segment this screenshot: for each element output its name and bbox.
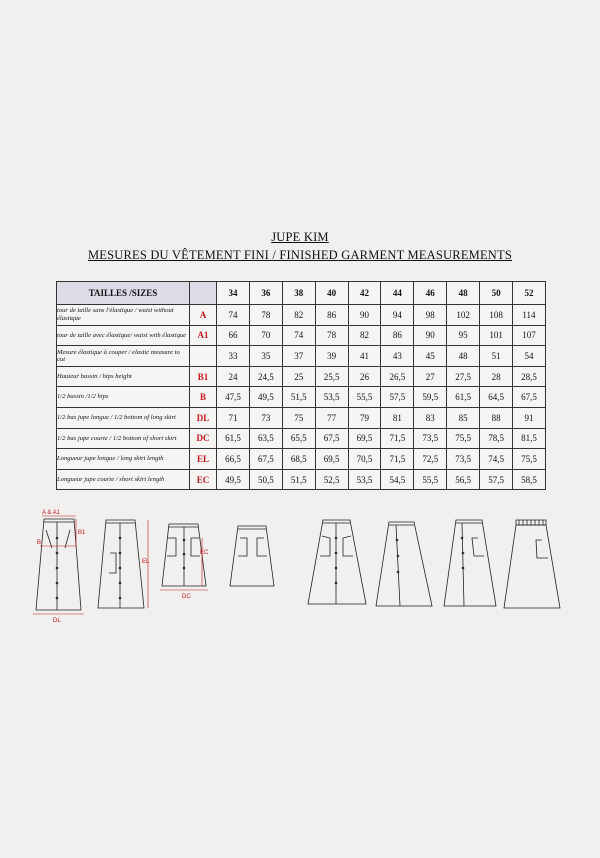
size-header-52: 52 xyxy=(513,282,546,305)
measurement-label: Mesure élastique à couper / elastic measure to cut xyxy=(57,346,190,367)
measurement-value: 27 xyxy=(414,366,447,387)
measurement-value: 78 xyxy=(315,325,348,346)
long-skirt-front-diagram xyxy=(308,520,366,604)
measurement-code: DL xyxy=(190,407,217,428)
size-header-42: 42 xyxy=(348,282,381,305)
table-row xyxy=(57,407,546,428)
measurement-value: 53,5 xyxy=(348,469,381,490)
measurement-value: 91 xyxy=(513,407,546,428)
measurement-value: 66 xyxy=(217,325,250,346)
measurement-value: 73,5 xyxy=(414,428,447,449)
measurement-value: 49,5 xyxy=(249,387,282,408)
label-a-a1: A & A1 xyxy=(42,510,61,516)
measurement-value: 35 xyxy=(249,346,282,367)
measurement-value: 86 xyxy=(315,305,348,326)
long-skirt-measured-diagram xyxy=(33,516,84,614)
measurement-value: 108 xyxy=(480,305,513,326)
measurement-value: 73 xyxy=(249,407,282,428)
measurement-value: 69,5 xyxy=(348,428,381,449)
table-row xyxy=(57,387,546,408)
size-header-38: 38 xyxy=(282,282,315,305)
measurement-value: 107 xyxy=(513,325,546,346)
short-skirt-measured-diagram xyxy=(160,524,208,590)
measurement-value: 37 xyxy=(282,346,315,367)
measurement-code: EL xyxy=(190,449,217,470)
measurement-value: 75,5 xyxy=(447,428,480,449)
measurement-value: 67,5 xyxy=(249,449,282,470)
measurement-label: tour de taille sans l'élastique / waist without élastique xyxy=(57,305,190,326)
long-skirt-back-diagram xyxy=(98,520,148,608)
measurement-code: EC xyxy=(190,469,217,490)
size-header-50: 50 xyxy=(480,282,513,305)
measurement-value: 48 xyxy=(447,346,480,367)
measurement-value: 90 xyxy=(348,305,381,326)
measurement-value: 39 xyxy=(315,346,348,367)
measurement-value: 59,5 xyxy=(414,387,447,408)
measurement-value: 55,5 xyxy=(414,469,447,490)
label-dc: DC xyxy=(182,594,191,600)
measurement-value: 54,5 xyxy=(381,469,414,490)
measurement-value: 52,5 xyxy=(315,469,348,490)
long-skirt-pocket-diagram xyxy=(444,520,496,606)
measurement-value: 101 xyxy=(480,325,513,346)
size-header-40: 40 xyxy=(315,282,348,305)
measurement-value: 70,5 xyxy=(348,449,381,470)
measurement-value: 33 xyxy=(217,346,250,367)
size-header-44: 44 xyxy=(381,282,414,305)
measurement-label: Longueur jupe courte / short skirt length xyxy=(57,469,190,490)
measurement-code: A xyxy=(190,305,217,326)
measurement-value: 83 xyxy=(414,407,447,428)
table-row xyxy=(57,449,546,470)
measurement-value: 86 xyxy=(381,325,414,346)
measurement-value: 98 xyxy=(414,305,447,326)
measurement-value: 70 xyxy=(249,325,282,346)
table-row xyxy=(57,469,546,490)
measurement-value: 71,5 xyxy=(381,449,414,470)
measurement-value: 51 xyxy=(480,346,513,367)
measurement-value: 51,5 xyxy=(282,387,315,408)
size-header-48: 48 xyxy=(447,282,480,305)
measurement-value: 47,5 xyxy=(217,387,250,408)
measurement-value: 61,5 xyxy=(217,428,250,449)
measurement-value: 55,5 xyxy=(348,387,381,408)
measurement-value: 61,5 xyxy=(447,387,480,408)
measurement-code: B1 xyxy=(190,366,217,387)
measurement-value: 67,5 xyxy=(315,428,348,449)
table-row xyxy=(57,325,546,346)
table-row xyxy=(57,428,546,449)
measurement-value: 114 xyxy=(513,305,546,326)
measurement-label: 1/2 bas jupe courte / 1/2 bottom of short skirt xyxy=(57,428,190,449)
document-subtitle: MESURES DU VÊTEMENT FINI / FINISHED GARMENT MEASUREMENTS xyxy=(87,248,513,262)
measurement-value: 28,5 xyxy=(513,366,546,387)
measurement-value: 65,5 xyxy=(282,428,315,449)
measurement-value: 81 xyxy=(381,407,414,428)
measurement-code: A1 xyxy=(190,325,217,346)
measurement-value: 85 xyxy=(447,407,480,428)
measurement-value: 41 xyxy=(348,346,381,367)
measurement-value: 45 xyxy=(414,346,447,367)
sizes-header: TAILLES /SIZES xyxy=(57,282,190,305)
measurement-value: 94 xyxy=(381,305,414,326)
size-header-46: 46 xyxy=(414,282,447,305)
measurement-value: 54 xyxy=(513,346,546,367)
short-skirt-diagram xyxy=(230,526,274,586)
measurement-code: DC xyxy=(190,428,217,449)
measurement-label: 1/2 bas jupe longue / 1/2 bottom of long skirt xyxy=(57,407,190,428)
measurement-value: 95 xyxy=(447,325,480,346)
measurement-value: 24,5 xyxy=(249,366,282,387)
measurements-table xyxy=(56,281,546,490)
measurement-value: 71,5 xyxy=(381,428,414,449)
measurement-value: 88 xyxy=(480,407,513,428)
measurement-value: 75 xyxy=(282,407,315,428)
table-row xyxy=(57,366,546,387)
measurement-value: 74,5 xyxy=(480,449,513,470)
label-b1: B1 xyxy=(78,530,86,536)
table-header-row xyxy=(57,282,546,305)
measurement-value: 28 xyxy=(480,366,513,387)
measurement-value: 66,5 xyxy=(217,449,250,470)
measurement-value: 78,5 xyxy=(480,428,513,449)
measurement-value: 90 xyxy=(414,325,447,346)
measurement-value: 102 xyxy=(447,305,480,326)
measurement-value: 50,5 xyxy=(249,469,282,490)
label-b: B xyxy=(37,540,42,546)
measurement-value: 27,5 xyxy=(447,366,480,387)
long-skirt-side-diagram xyxy=(376,522,432,606)
label-ec: EC xyxy=(200,550,209,556)
measurement-value: 63,5 xyxy=(249,428,282,449)
measurement-value: 64,5 xyxy=(480,387,513,408)
code-header xyxy=(190,282,217,305)
size-header-36: 36 xyxy=(249,282,282,305)
measurement-value: 75,5 xyxy=(513,449,546,470)
label-el: EL xyxy=(142,559,150,565)
label-dl: DL xyxy=(53,618,61,624)
measurement-value: 57,5 xyxy=(381,387,414,408)
skirt-diagrams xyxy=(0,508,600,628)
measurement-code xyxy=(190,346,217,367)
measurement-value: 24 xyxy=(217,366,250,387)
table-row xyxy=(57,305,546,326)
measurement-value: 74 xyxy=(217,305,250,326)
measurement-value: 77 xyxy=(315,407,348,428)
measurement-value: 25,5 xyxy=(315,366,348,387)
measurement-value: 58,5 xyxy=(513,469,546,490)
measurement-value: 68,5 xyxy=(282,449,315,470)
measurement-label: Longueur jupe longue / long skirt length xyxy=(57,449,190,470)
elastic-waist-skirt-diagram xyxy=(504,520,560,608)
measurement-value: 81,5 xyxy=(513,428,546,449)
measurement-value: 49,5 xyxy=(217,469,250,490)
measurement-value: 82 xyxy=(282,305,315,326)
measurement-value: 73,5 xyxy=(447,449,480,470)
measurement-value: 43 xyxy=(381,346,414,367)
measurement-value: 26 xyxy=(348,366,381,387)
measurement-value: 53,5 xyxy=(315,387,348,408)
measurement-value: 72,5 xyxy=(414,449,447,470)
measurement-label: 1/2 bassin /1/2 hips xyxy=(57,387,190,408)
measurement-value: 69,5 xyxy=(315,449,348,470)
measurement-value: 57,5 xyxy=(480,469,513,490)
measurement-value: 74 xyxy=(282,325,315,346)
measurement-value: 56,5 xyxy=(447,469,480,490)
measurement-code: B xyxy=(190,387,217,408)
measurement-value: 67,5 xyxy=(513,387,546,408)
measurement-value: 71 xyxy=(217,407,250,428)
table-row xyxy=(57,346,546,367)
measurement-value: 78 xyxy=(249,305,282,326)
measurement-label: Hauteur bassin / hips height xyxy=(57,366,190,387)
measurement-value: 82 xyxy=(348,325,381,346)
measurement-value: 51,5 xyxy=(282,469,315,490)
measurement-value: 26,5 xyxy=(381,366,414,387)
document-title: JUPE KIM xyxy=(271,230,329,244)
measurement-label: tour de taille avec élastique/ waist with élastique xyxy=(57,325,190,346)
measurement-value: 25 xyxy=(282,366,315,387)
size-header-34: 34 xyxy=(217,282,250,305)
measurement-value: 79 xyxy=(348,407,381,428)
